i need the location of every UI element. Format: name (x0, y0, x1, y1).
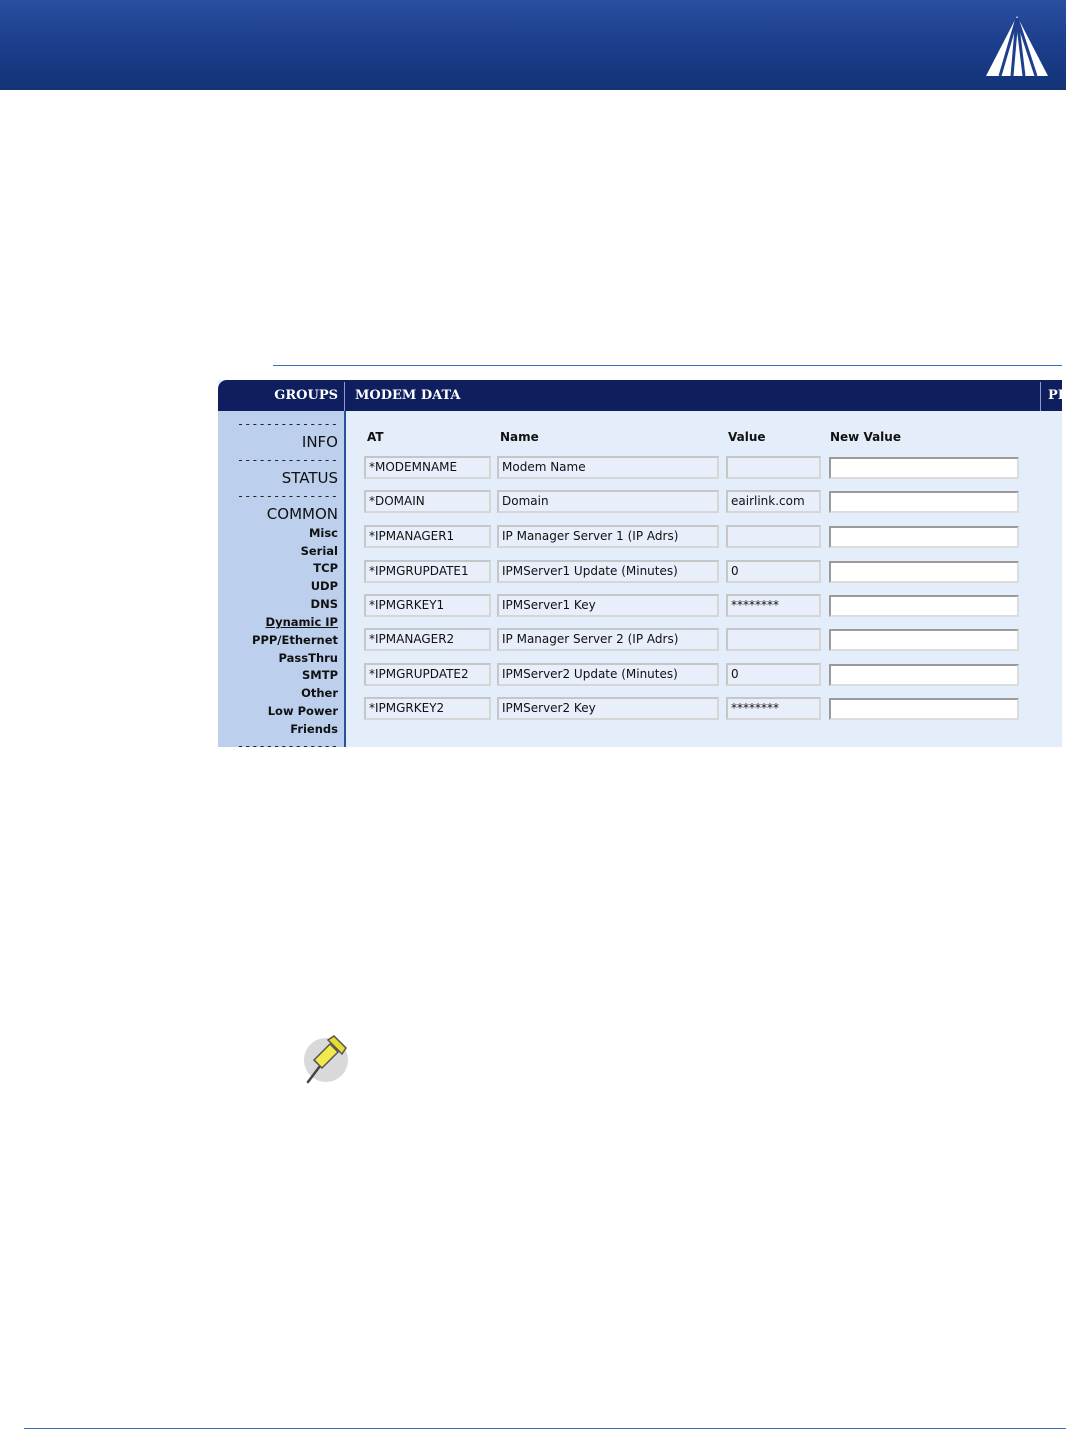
groups-sidebar (218, 411, 346, 753)
at-command-cell: *IPMGRKEY2 (364, 697, 491, 720)
sidebar-item-serial[interactable]: Serial (300, 544, 338, 558)
at-command-cell: *DOMAIN (364, 490, 491, 513)
at-command-cell: *IPMGRUPDATE2 (364, 663, 491, 686)
sidebar-item-passthru[interactable]: PassThru (278, 651, 338, 665)
new-value-input[interactable] (829, 526, 1019, 548)
sidebar-item-common[interactable]: COMMON (266, 505, 338, 523)
parameter-name-cell: IPMServer2 Update (Minutes) (497, 663, 719, 686)
new-value-input[interactable] (829, 561, 1019, 583)
column-header-value: Value (728, 430, 766, 444)
column-header-new-value: New Value (830, 430, 901, 444)
sidebar-divider: -------------- (236, 453, 338, 467)
at-command-cell: *MODEMNAME (364, 456, 491, 479)
current-value-cell (726, 628, 821, 651)
parameter-name-cell: IP Manager Server 1 (IP Adrs) (497, 525, 719, 548)
current-value-cell (726, 456, 821, 479)
sidebar-item-dynamic-ip[interactable]: Dynamic IP (265, 615, 338, 629)
sidebar-item-ppp-ethernet[interactable]: PPP/Ethernet (252, 633, 338, 647)
at-command-cell: *IPMGRUPDATE1 (364, 560, 491, 583)
sidebar-divider: -------------- (236, 489, 338, 503)
column-header-name: Name (500, 430, 539, 444)
parameter-name-cell: IP Manager Server 2 (IP Adrs) (497, 628, 719, 651)
parameter-name-cell: IPMServer1 Update (Minutes) (497, 560, 719, 583)
header-separator (1040, 382, 1041, 411)
sidebar-item-smtp[interactable]: SMTP (302, 668, 338, 682)
current-value-cell: 0 (726, 663, 821, 686)
modem-data-header: MODEM DATA (355, 388, 461, 403)
new-value-input[interactable] (829, 491, 1019, 513)
sidebar-item-status[interactable]: STATUS (281, 469, 338, 487)
current-value-cell: eairlink.com (726, 490, 821, 513)
header-banner (0, 0, 1066, 90)
footer-divider (24, 1428, 1066, 1429)
parameter-name-cell: Domain (497, 490, 719, 513)
pushpin-icon (300, 1030, 352, 1086)
parameter-name-cell: Modem Name (497, 456, 719, 479)
parameter-name-cell: IPMServer1 Key (497, 594, 719, 617)
sidebar-item-udp[interactable]: UDP (310, 579, 338, 593)
new-value-input[interactable] (829, 629, 1019, 651)
sidebar-item-tcp[interactable]: TCP (313, 561, 338, 575)
new-value-input[interactable] (829, 595, 1019, 617)
modem-data-screenshot (218, 380, 1064, 753)
new-value-input[interactable] (829, 664, 1019, 686)
column-header-at: AT (367, 430, 384, 444)
sidebar-item-other[interactable]: Other (301, 686, 338, 700)
sidebar-item-info[interactable]: INFO (301, 433, 338, 451)
panel-header (218, 380, 1062, 411)
new-value-input[interactable] (829, 698, 1019, 720)
at-command-cell: *IPMANAGER1 (364, 525, 491, 548)
current-value-cell (726, 525, 821, 548)
sidebar-item-misc[interactable]: Misc (308, 526, 338, 540)
airlink-logo-icon (982, 14, 1052, 78)
current-value-cell: ******** (726, 697, 821, 720)
sidebar-item-friends[interactable]: Friends (290, 722, 338, 736)
parameter-name-cell: IPMServer2 Key (497, 697, 719, 720)
header-cut-label: PI (1048, 388, 1064, 403)
current-value-cell: 0 (726, 560, 821, 583)
section-divider (273, 365, 1062, 366)
groups-header: GROUPS (274, 388, 338, 403)
sidebar-item-dns[interactable]: DNS (310, 597, 338, 611)
at-command-cell: *IPMANAGER2 (364, 628, 491, 651)
sidebar-divider: -------------- (236, 739, 338, 753)
new-value-input[interactable] (829, 457, 1019, 479)
sidebar-divider: -------------- (236, 417, 338, 431)
sidebar-item-low-power[interactable]: Low Power (267, 704, 338, 718)
header-separator (344, 382, 345, 411)
at-command-cell: *IPMGRKEY1 (364, 594, 491, 617)
current-value-cell: ******** (726, 594, 821, 617)
